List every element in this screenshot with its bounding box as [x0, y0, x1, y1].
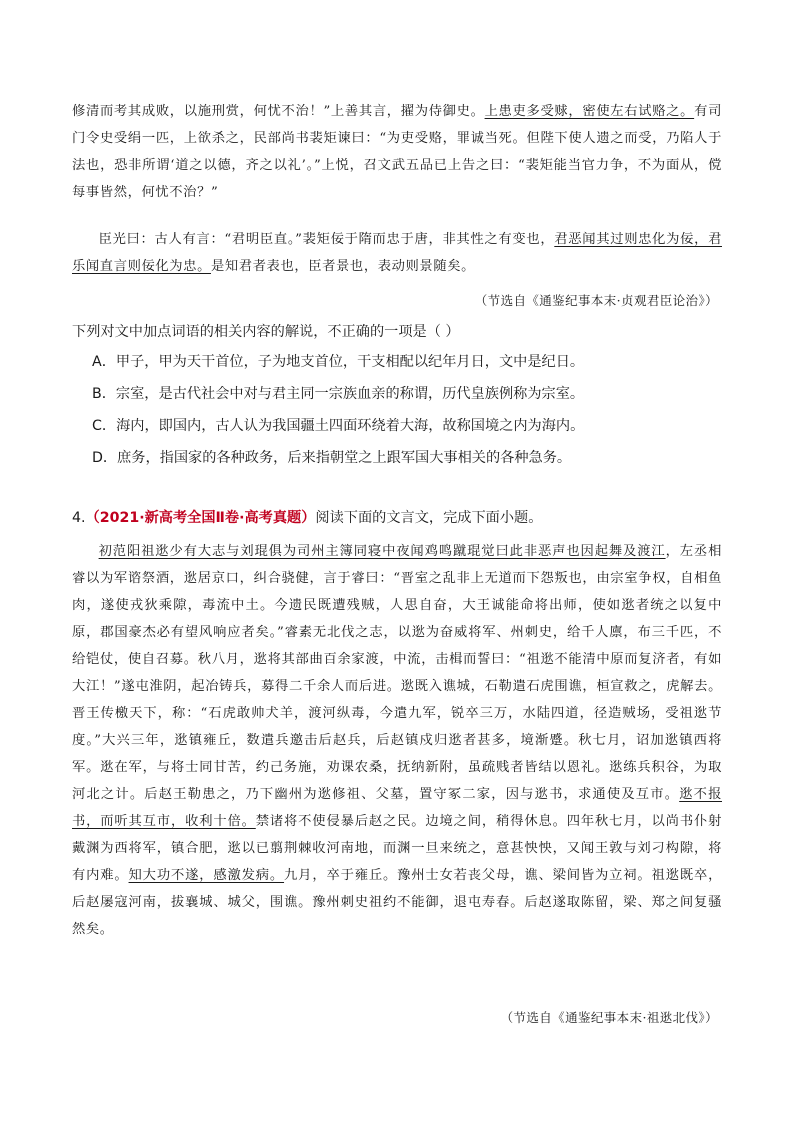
- passage-4-underlined-sentence: 初范阳祖逖少有大志与刘琨俱为司州主簿同寝中夜闻鸡鸣蹴琨觉曰此非恶声也因起舞及渡江: [98, 544, 666, 559]
- passage-3-paragraph-2: [72, 226, 722, 280]
- passage-3-text: 有: [694, 104, 709, 119]
- question-stem: 下列对文中加点词语的相关内容的解说，不正确的一项是（ ）: [72, 324, 460, 340]
- passage-3-text: 是知君者表也，臣者景也，表动则景随矣。: [210, 259, 476, 274]
- passage-4-underlined-sentence: 逖不报书，而听其互市，收利十倍。: [72, 787, 722, 829]
- question-instruction: 阅读下面的文言文，完成下面小题。: [315, 510, 543, 526]
- passage-4-text: ，左丞相睿以为军谘祭酒，逖居京口，纠合骁健，言于睿曰：“晋室之乱非上无道而下怨叛也，由宗室争权，自相鱼肉，遂使戎狄乘隙，毒流中土。今遗民既遭残贼，人思自奋，大王诚能命将出师，使如逖者统之以复中原，郡国豪杰必有望风响应者矣。”睿素无北伐之志，以逖为奋威将军、州刺史，给千人廪，布三千匹，不给铠仗，使自召募。秋八月，逖将其部曲百余家渡，中流，击楫而誓曰：“祖逖不能清中原而复济者，有如大江！”遂屯淮阴，起冶铸兵，募得二千余人而后进。逖既入谯城，石勒遣石虎围谯，桓宣救之，虎解去。晋王传檄天下，称：“石虎敢帅犬羊，渡河纵毒，今遣九军，锐卒三万，水陆四道，径造贼场，受祖逖节度。”大兴三年，逖镇雍丘，数遣兵邀击后赵兵，后赵镇戍归逖者甚多，境渐蹙。秋七月，诏加逖镇西将军。逖在军，与将士同甘苦，约己务施，劝课农桑，抚纳新附，虽疏贱者皆结以恩礼。逖练兵积谷，为取河北之计。后赵王勒患之，乃下幽州为逖修祖、父墓，置守冢二家，因与逖书，求通使及互市。: [72, 544, 722, 802]
- passage-3-underlined-sentence: 上患吏多受赇，密使左右试赂之。: [484, 104, 695, 119]
- option-c: C．海内，即国内，古人认为我国疆土四面环绕着大海，故称国境之内为海内。: [92, 418, 585, 434]
- passage-3-paragraph-1: [72, 98, 722, 206]
- passage-4-paragraph: [72, 538, 722, 943]
- option-a: A．甲子，甲为天干首位，子为地支首位，干支相配以纪年月日，文中是纪日。: [92, 354, 585, 370]
- option-d: D．庶务，指国家的各种政务，后来指朝堂之上跟军国大事相关的各种急务。: [92, 450, 572, 466]
- passage-4-text: 禁诸将不使侵暴后赵之民。边境之间，稍得休息。四年秋七月，以尚书仆射戴渊为西将军，镇合肥，逖以已翦荆棘收河南地，而渊一旦来统之，意甚怏怏，又闻王敦与刘刁构隙，将有内难。: [72, 814, 722, 883]
- passage-4-underlined-sentence: 知大功不遂，感激发病。: [128, 868, 285, 883]
- option-b: B．宗室，是古代社会中对与君主同一宗族血亲的称谓，历代皇族例称为宗室。: [92, 386, 585, 402]
- passage-4-text: 九月，卒于雍丘。豫州士女若丧父母，谯、梁间皆为立祠。祖逖既卒，后赵屡寇河南，拔襄城、城父，围谯。豫州刺史祖约不能御，退屯寿春。后赵遂取陈留，梁、郑之间复骚然矣。: [72, 868, 722, 937]
- passage-3-source: （节选自《通鉴纪事本末·贞观君臣论治》）: [474, 293, 718, 308]
- question-4-header: [72, 508, 732, 528]
- passage-3-underlined-sentence: 君恶闻其过则忠化为佞，君乐闻直言则佞化为忠。: [72, 232, 722, 274]
- passage-3-text: 修清而考其成败，以施刑赏，何忧不治！”上善其言，擢为侍御史。: [72, 104, 485, 119]
- question-number: 4.: [72, 510, 86, 526]
- exam-source-tag: （2021·新高考全国Ⅱ卷·高考真题）: [85, 510, 316, 526]
- passage-3-text: 司门令史受绢一匹，上欲杀之，民部尚书裴矩谏曰：“为吏受赂，罪诚当死。但陛下使人遗之而受，乃陷人于法也，恐非所谓‘道之以德，齐之以礼’。”上悦，召文武五品已上告之曰：“裴矩能当官力争，不为面从，傥每事皆然，何忧不治？”: [72, 104, 723, 200]
- passage-3-text: 臣光曰：古人有言：“君明臣直。”裴矩佞于隋而忠于唐，非其性之有变也，: [98, 232, 555, 247]
- passage-4-source: （节选自《通鉴纪事本末·祖逖北伐》）: [500, 1010, 718, 1025]
